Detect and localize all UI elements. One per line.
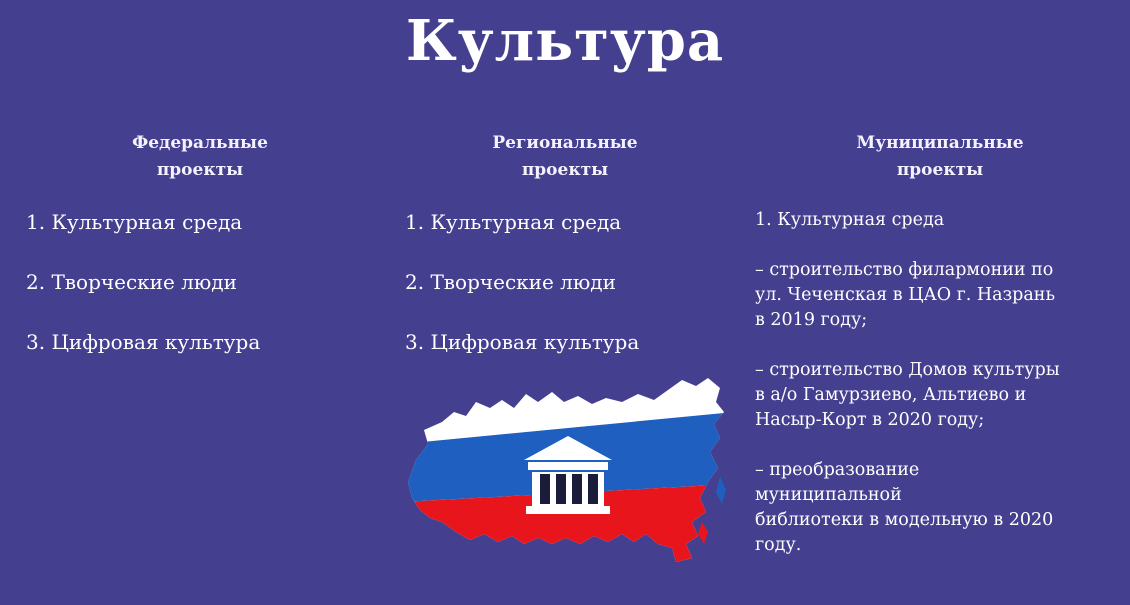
federal-projects-heading bbox=[110, 130, 290, 184]
municipal-p3-line-1: – преобразование bbox=[755, 460, 920, 480]
municipal-p1-line-1: – строительство филармонии по bbox=[755, 260, 1054, 280]
regional-item-2: 2. Творческие люди bbox=[405, 270, 616, 294]
regional-item-3: 3. Цифровая культура bbox=[405, 330, 640, 354]
municipal-heading-line-2: проекты bbox=[896, 160, 984, 180]
municipal-p1-line-2: ул. Чеченская в ЦАО г. Назрань bbox=[755, 285, 1055, 305]
federal-item-2: 2. Творческие люди bbox=[26, 270, 237, 294]
municipal-p3-line-4: году. bbox=[755, 535, 802, 555]
regional-item-1: 1. Культурная среда bbox=[405, 210, 622, 234]
federal-item-3: 3. Цифровая культура bbox=[26, 330, 261, 354]
museum-gap-2 bbox=[556, 474, 566, 504]
municipal-paragraph-philharmonic bbox=[755, 258, 1055, 333]
russia-flag-map-icon bbox=[402, 372, 734, 568]
municipal-paragraph-library bbox=[755, 458, 1053, 558]
municipal-p3-line-3: библиотеки в модельную в 2020 bbox=[755, 510, 1054, 530]
island-shape bbox=[716, 476, 726, 504]
museum-gap-4 bbox=[588, 474, 598, 504]
federal-item-1: 1. Культурная среда bbox=[26, 210, 243, 234]
museum-base bbox=[526, 506, 610, 514]
federal-heading-line-2: проекты bbox=[156, 160, 244, 180]
regional-heading-line-2: проекты bbox=[521, 160, 609, 180]
municipal-p3-line-2: муниципальной bbox=[755, 485, 902, 505]
regional-heading-line-1: Региональные bbox=[492, 133, 638, 153]
municipal-p1-line-3: в 2019 году; bbox=[755, 310, 868, 330]
museum-entablature bbox=[528, 462, 608, 470]
municipal-p2-line-2: в а/о Гамурзиево, Альтиево и bbox=[755, 385, 1027, 405]
municipal-p2-line-3: Насыр-Корт в 2020 году; bbox=[755, 410, 985, 430]
municipal-paragraph-culture-houses bbox=[755, 358, 1060, 433]
island-shape-south bbox=[698, 522, 708, 544]
federal-heading-line-1: Федеральные bbox=[132, 133, 268, 153]
museum-gap-3 bbox=[572, 474, 582, 504]
municipal-item-1: 1. Культурная среда bbox=[755, 210, 945, 230]
page-title: Культура bbox=[405, 8, 725, 74]
municipal-projects-heading bbox=[835, 130, 1045, 184]
municipal-heading-line-1: Муниципальные bbox=[856, 133, 1024, 153]
museum-gap-1 bbox=[540, 474, 550, 504]
municipal-p2-line-1: – строительство Домов культуры bbox=[755, 360, 1060, 380]
regional-projects-heading bbox=[470, 130, 660, 184]
